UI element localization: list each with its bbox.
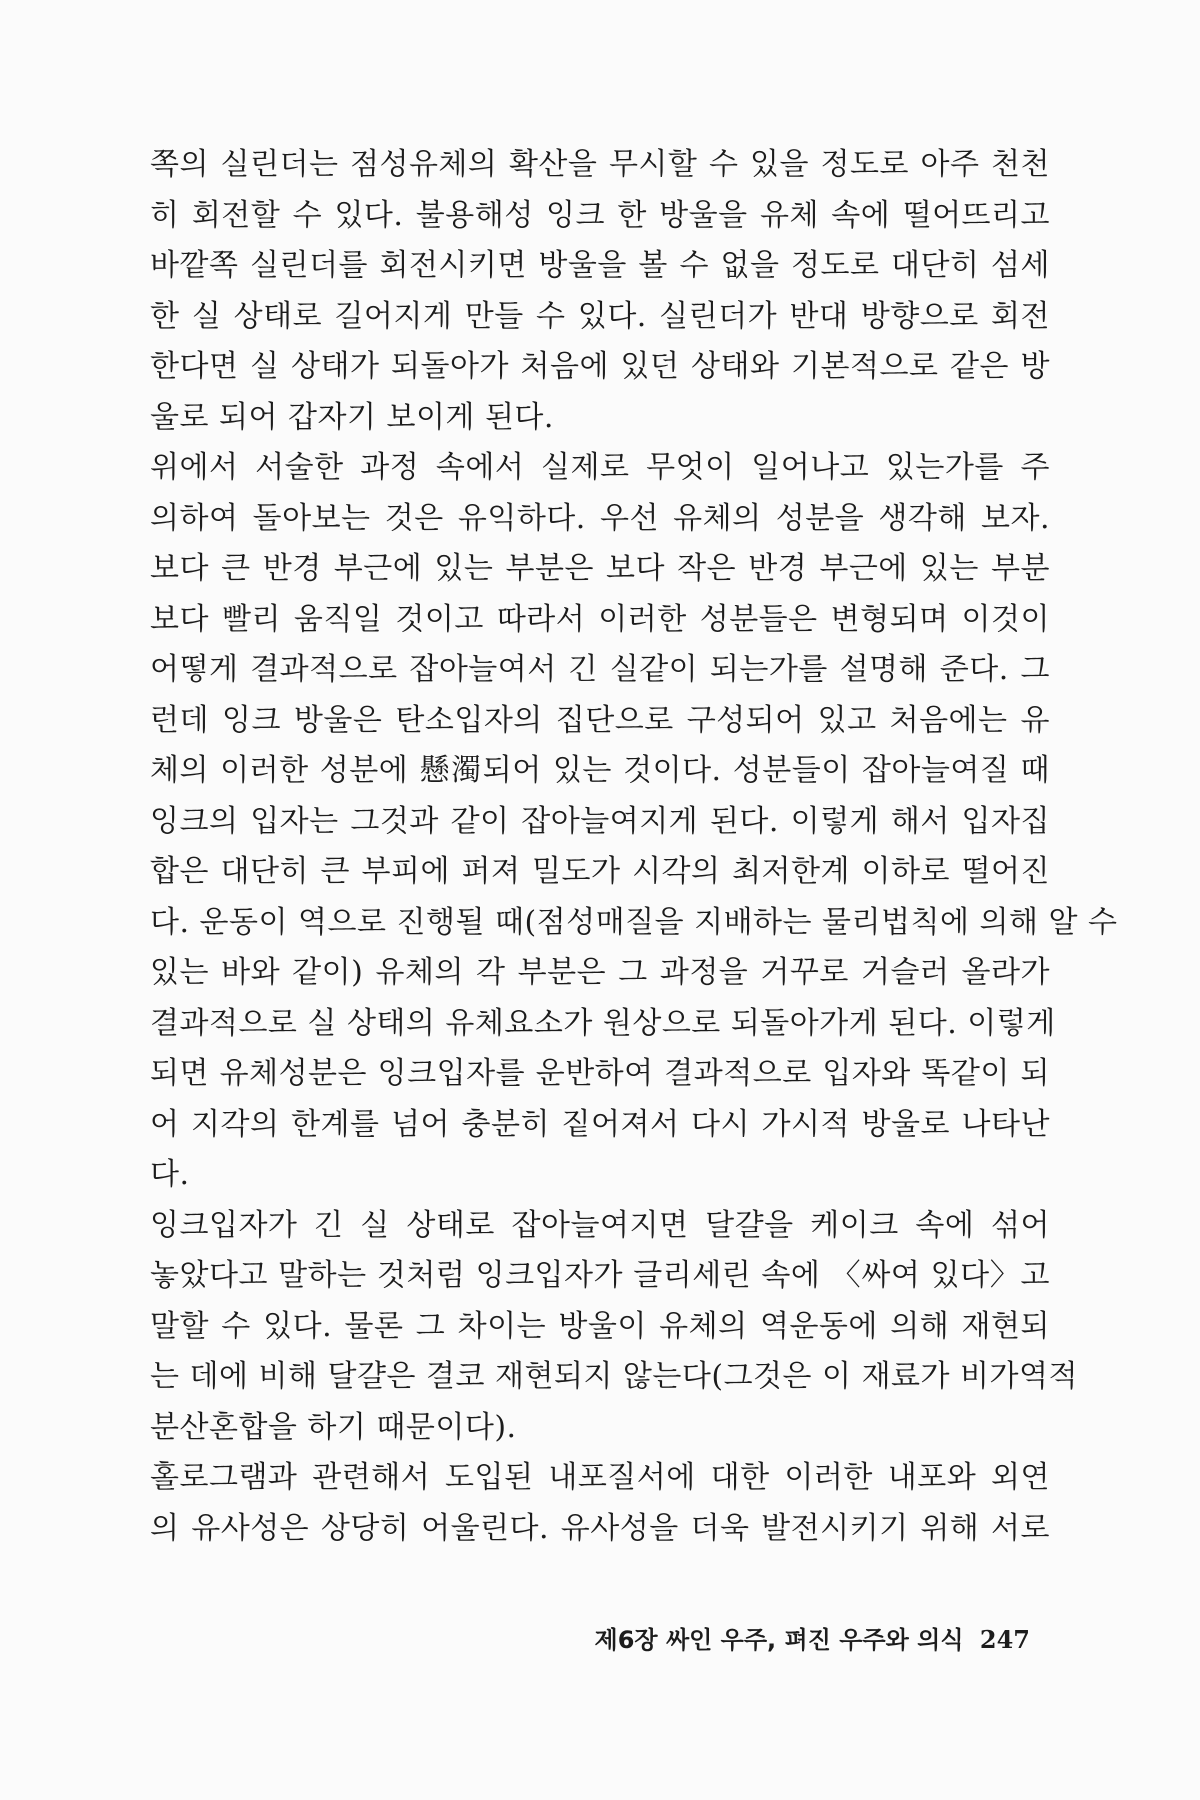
paragraph-3 bbox=[150, 1201, 1078, 1454]
text-line: 홀로그램과 관련해서 도입된 내포질서에 대한 이러한 내포와 외연 bbox=[150, 1460, 1050, 1495]
text-line: 한다면 실 상태가 되돌아가 처음에 있던 상태와 기본적으로 같은 방 bbox=[150, 349, 1050, 384]
text-line: 있는 바와 같이) 유체의 각 부분은 그 과정을 거꾸로 거슬러 올라가 bbox=[150, 955, 1050, 990]
text-line: 다. bbox=[150, 1157, 190, 1192]
body-text bbox=[150, 140, 1118, 1554]
text-line: 한 실 상태로 길어지게 만들 수 있다. 실린더가 반대 방향으로 회전 bbox=[150, 298, 1050, 334]
text-line: 울로 되어 갑자기 보이게 된다. bbox=[150, 399, 554, 435]
text-line: 보다 빨리 움직일 것이고 따라서 이러한 성분들은 변형되며 이것이 bbox=[150, 601, 1050, 637]
text-line: 되면 유체성분은 잉크입자를 운반하여 결과적으로 입자와 똑같이 되 bbox=[150, 1056, 1050, 1091]
running-head: 제6장 싸인 우주, 펴진 우주와 의식 bbox=[594, 1626, 964, 1654]
text-line: 어 지각의 한계를 넘어 충분히 짙어져서 다시 가시적 방울로 나타난 bbox=[150, 1106, 1050, 1142]
text-line: 히 회전할 수 있다. 불용해성 잉크 한 방울을 유체 속에 떨어뜨리고 bbox=[150, 197, 1050, 233]
page-number: 247 bbox=[979, 1625, 1030, 1654]
text-line: 는 데에 비해 달걀은 결코 재현되지 않는다(그것은 이 재료가 비가역적 bbox=[150, 1359, 1078, 1394]
text-line: 위에서 서술한 과정 속에서 실제로 무엇이 일어나고 있는가를 주 bbox=[150, 450, 1050, 485]
paragraph-4 bbox=[150, 1453, 1050, 1554]
text-line: 결과적으로 실 상태의 유체요소가 원상으로 되돌아가게 된다. 이렇게 bbox=[150, 1005, 1056, 1041]
paragraph-1 bbox=[150, 140, 1050, 443]
text-line: 바깥쪽 실린더를 회전시키면 방울을 볼 수 없을 정도로 대단히 섬세 bbox=[150, 248, 1050, 283]
text-line: 분산혼합을 하기 때문이다). bbox=[150, 1409, 517, 1445]
text-line: 말할 수 있다. 물론 그 차이는 방울이 유체의 역운동에 의해 재현되 bbox=[150, 1308, 1050, 1344]
paragraph-2 bbox=[150, 443, 1118, 1201]
text-line: 보다 큰 반경 부근에 있는 부분은 보다 작은 반경 부근에 있는 부분 bbox=[150, 551, 1050, 586]
text-line: 의하여 돌아보는 것은 유익하다. 우선 유체의 성분을 생각해 보자. bbox=[150, 500, 1050, 536]
text-line: 쪽의 실린더는 점성유체의 확산을 무시할 수 있을 정도로 아주 천천 bbox=[150, 147, 1050, 182]
text-line: 합은 대단히 큰 부피에 퍼져 밀도가 시각의 최저한계 이하로 떨어진 bbox=[150, 854, 1050, 889]
text-line: 의 유사성은 상당히 어울린다. 유사성을 더욱 발전시키기 위해 서로 bbox=[150, 1510, 1050, 1546]
text-line: 놓았다고 말하는 것처럼 잉크입자가 글리세린 속에 〈싸여 있다〉고 bbox=[150, 1258, 1050, 1293]
page-footer bbox=[595, 1620, 1030, 1655]
text-line: 다. 운동이 역으로 진행될 때(점성매질을 지배하는 물리법칙에 의해 알 수 bbox=[150, 904, 1118, 940]
text-line: 어떻게 결과적으로 잡아늘여서 긴 실같이 되는가를 설명해 준다. 그 bbox=[150, 652, 1050, 687]
text-line: 런데 잉크 방울은 탄소입자의 집단으로 구성되어 있고 처음에는 유 bbox=[150, 702, 1050, 738]
text-line: 잉크의 입자는 그것과 같이 잡아늘여지게 된다. 이렇게 해서 입자집 bbox=[150, 803, 1050, 839]
text-line: 잉크입자가 긴 실 상태로 잡아늘여지면 달걀을 케이크 속에 섞어 bbox=[150, 1207, 1050, 1243]
text-line: 체의 이러한 성분에 懸濁되어 있는 것이다. 성분들이 잡아늘여질 때 bbox=[150, 753, 1050, 788]
